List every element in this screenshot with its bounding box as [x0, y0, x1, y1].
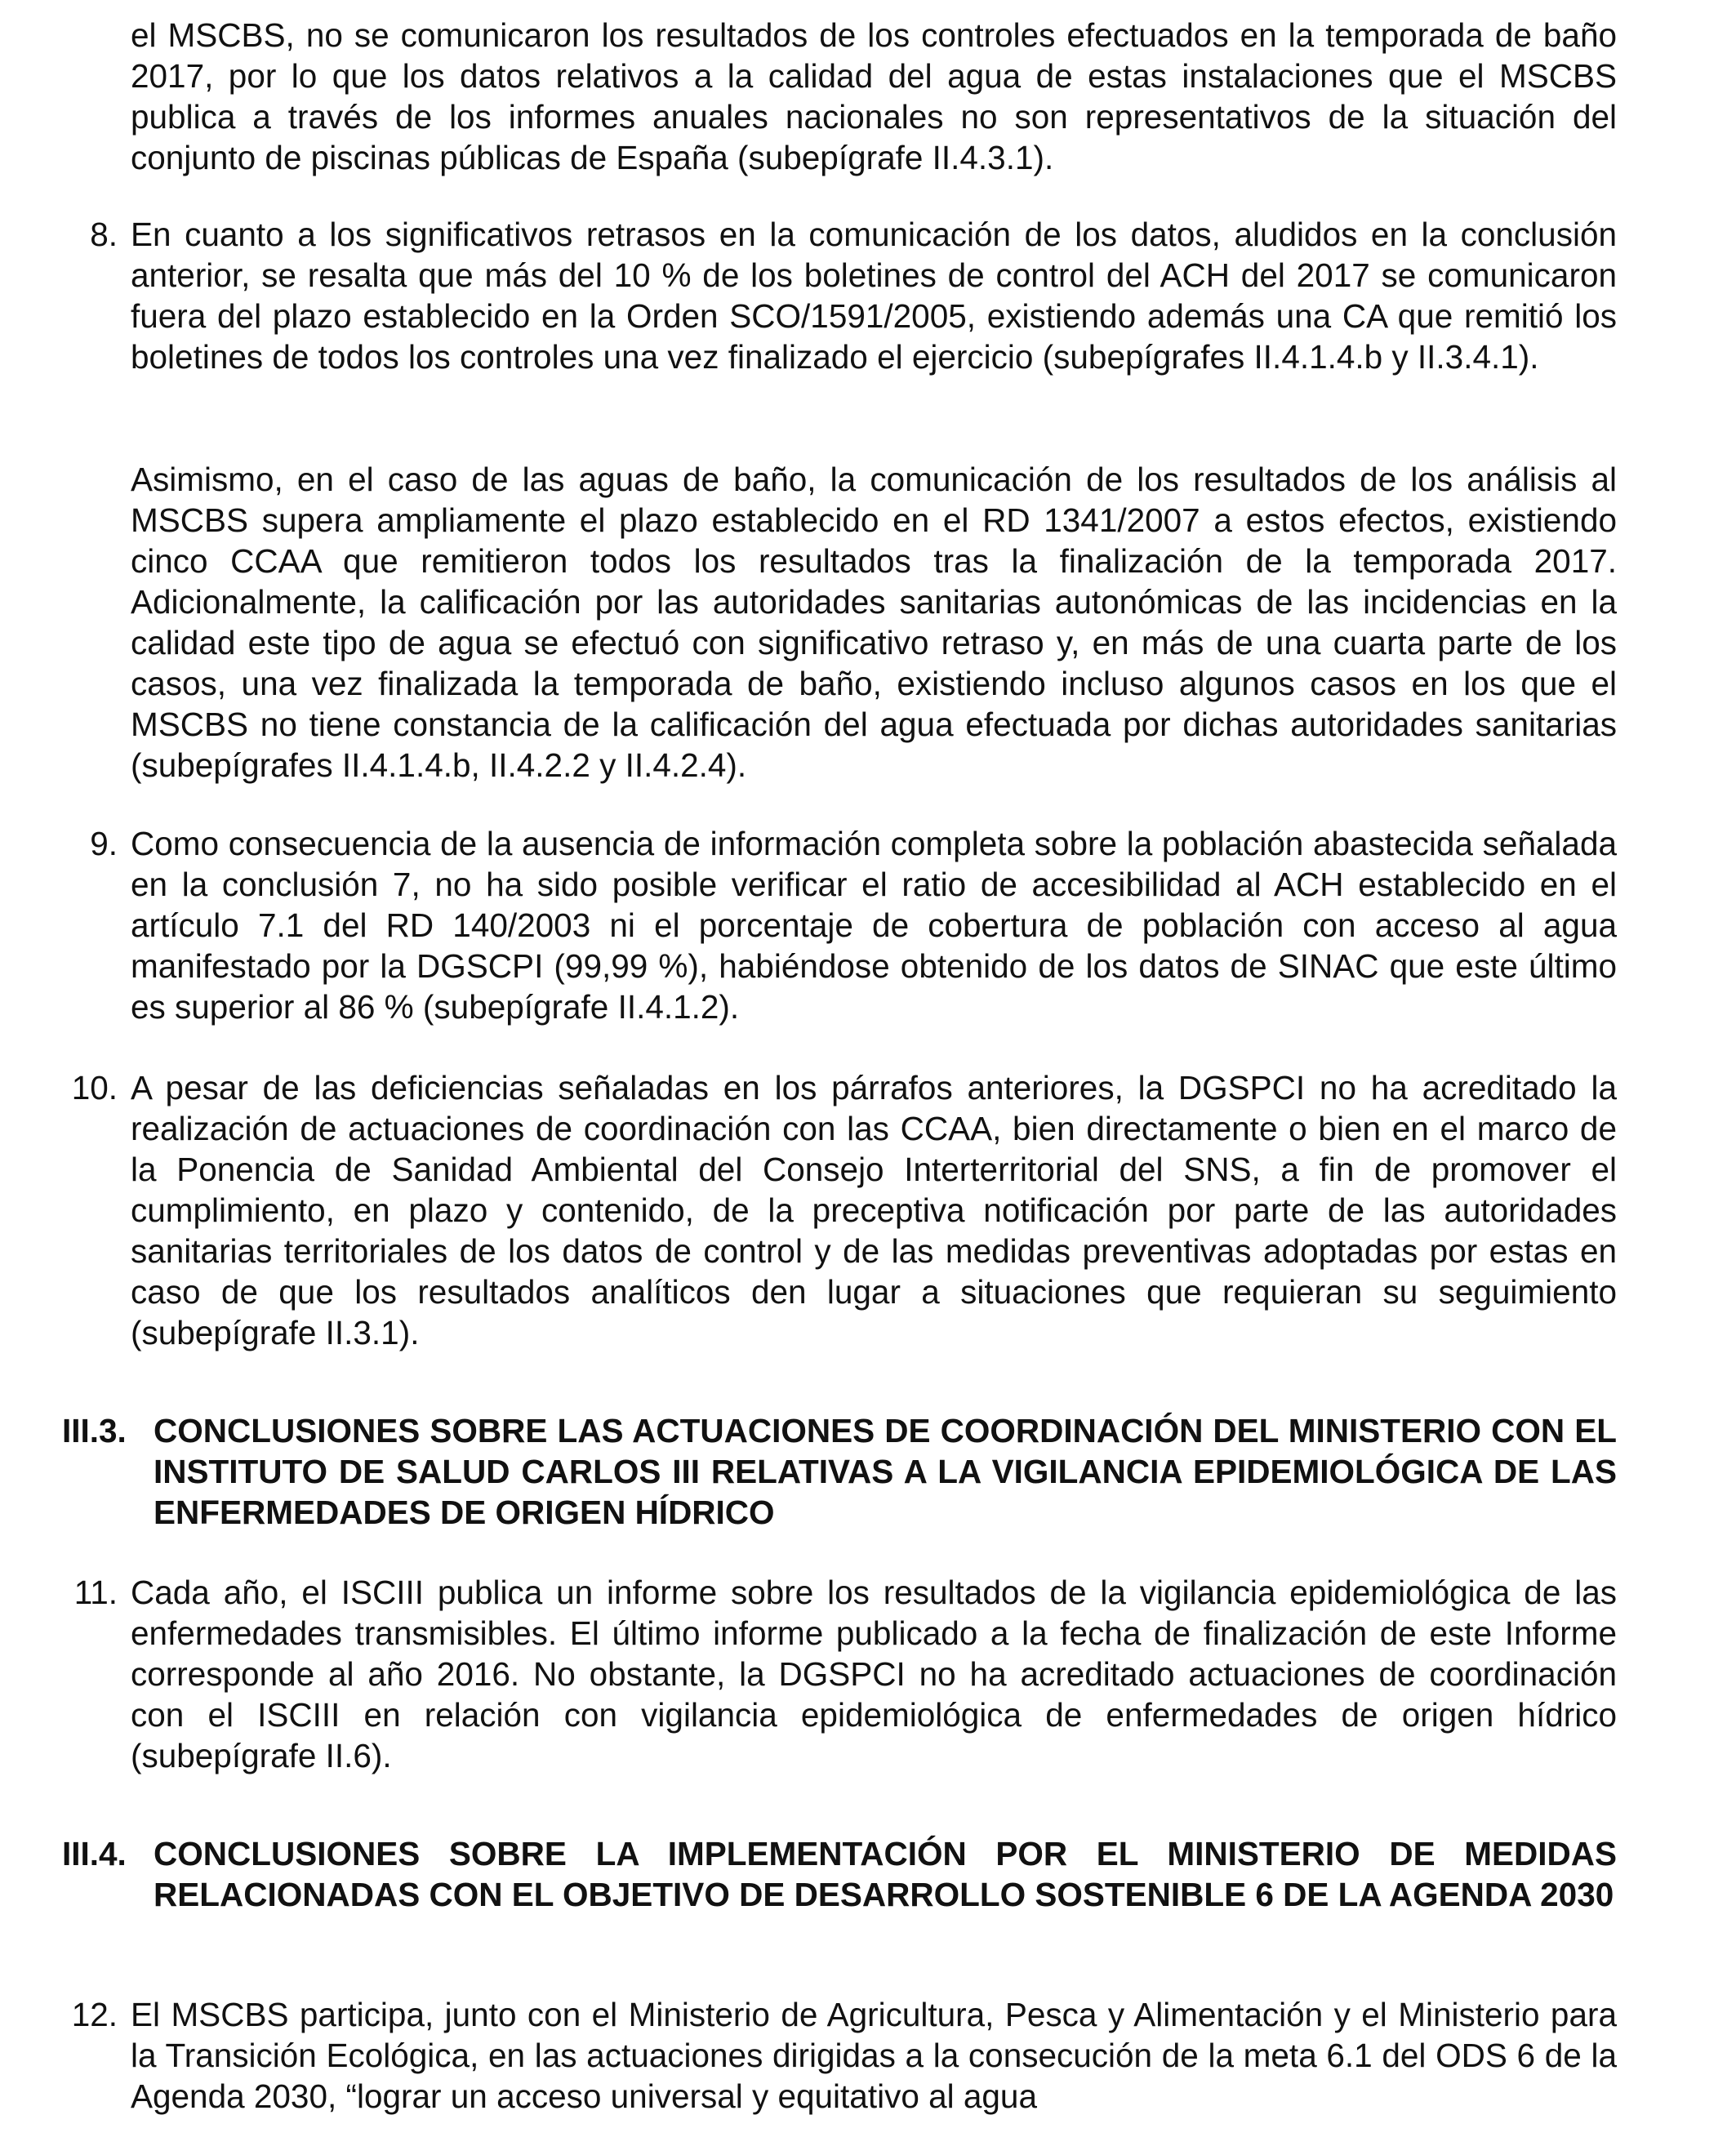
list-item-10: [71, 1067, 1617, 1353]
item-text: Como consecuencia de la ausencia de información completa sobre la población abastecida señalada en la conclusión 7, no ha sido posible verificar el ratio de accesibilidad al ACH establecido en el artículo 7.1 del RD 140/2003 ni el porcentaje de cobertura de población con acceso al agua manifestado por la DGSCPI (99,99 %), habiéndose obtenido de los datos de SINAC que este último es superior al 86 % (subepígrafe II.4.1.2).: [131, 825, 1617, 1026]
continuation-paragraph: el MSCBS, no se comunicaron los resultados de los controles efectuados en la temporada de baño 2017, por lo que los datos relativos a la calidad del agua de estas instalaciones que el MSCBS publica a través de los informes anuales nacionales no son representativos de la situación del conjunto de piscinas públicas de España (subepígrafe II.4.3.1).: [131, 16, 1617, 176]
list-item-9: [90, 823, 1617, 1027]
section-number: III.4.: [62, 1835, 127, 1872]
item-number: 8.: [90, 216, 118, 253]
item-number: 10.: [71, 1069, 118, 1106]
item-8-extra-paragraph: Asimismo, en el caso de las aguas de baño, la comunicación de los resultados de los análisis al MSCBS supera ampliamente el plazo establecido en el RD 1341/2007 a estos efectos, existiendo cinco CCAA que remitieron todos los resultados tras la finalización de la temporada 2017. Adicionalmente, la calificación por las autoridades sanitarias autonómicas de las incidencias en la calidad este tipo de agua se efectuó con significativo retraso y, en más de una cuarta parte de los casos, una vez finalizada la temporada de baño, existiendo incluso algunos casos en los que el MSCBS no tiene constancia de la calificación del agua efectuada por dichas autoridades sanitarias (subepígrafes II.4.1.4.b, II.4.2.2 y II.4.2.4).: [131, 461, 1617, 784]
list-item-12: [71, 1994, 1617, 2117]
section-title: CONCLUSIONES SOBRE LA IMPLEMENTACIÓN POR EL MINISTERIO DE MEDIDAS RELACIONADAS CON EL OBJETIVO DE DESARROLLO SOSTENIBLE 6 DE LA AGENDA 2030: [154, 1835, 1617, 1913]
item-text: En cuanto a los significativos retrasos en la comunicación de los datos, aludidos en la conclusión anterior, se resalta que más del 10 % de los boletines de control del ACH del 2017 se comunicaron fuera del plazo establecido en la Orden SCO/1591/2005, existiendo además una CA que remitió los boletines de todos los controles una vez finalizado el ejercicio (subepígrafes II.4.1.4.b y II.3.4.1).: [131, 216, 1617, 376]
section-title: CONCLUSIONES SOBRE LAS ACTUACIONES DE COORDINACIÓN DEL MINISTERIO CON EL INSTITUTO DE SALUD CARLOS III RELATIVAS A LA VIGILANCIA EPIDEMIOLÓGICA DE LAS ENFERMEDADES DE ORIGEN HÍDRICO: [154, 1412, 1617, 1531]
list-item-8: [90, 214, 1617, 377]
item-number: 11.: [73, 1574, 118, 1611]
list-item-11: [73, 1572, 1617, 1776]
section-heading-iii-4: [62, 1833, 1617, 1915]
item-number: 9.: [90, 825, 118, 862]
section-heading-iii-3: [62, 1410, 1617, 1533]
item-text: El MSCBS participa, junto con el Ministerio de Agricultura, Pesca y Alimentación y el Ministerio para la Transición Ecológica, en las actuaciones dirigidas a la consecución de la meta 6.1 del ODS 6 de la Agenda 2030, “lograr un acceso universal y equitativo al agua: [131, 1996, 1617, 2115]
item-text: Cada año, el ISCIII publica un informe sobre los resultados de la vigilancia epidemiológica de las enfermedades transmisibles. El último informe publicado a la fecha de finalización de este Informe corresponde al año 2016. No obstante, la DGSPCI no ha acreditado actuaciones de coordinación con el ISCIII en relación con vigilancia epidemiológica de enfermedades de origen hídrico (subepígrafe II.6).: [131, 1574, 1617, 1774]
section-number: III.3.: [62, 1412, 127, 1449]
item-text: A pesar de las deficiencias señaladas en los párrafos anteriores, la DGSPCI no ha acreditado la realización de actuaciones de coordinación con las CCAA, bien directamente o bien en el marco de la Ponencia de Sanidad Ambiental del Consejo Interterritorial del SNS, a fin de promover el cumplimiento, en plazo y contenido, de la preceptiva notificación por parte de las autoridades sanitarias territoriales de los datos de control y de las medidas preventivas adoptadas por estas en caso de que los resultados analíticos den lugar a situaciones que requieran su seguimiento (subepígrafe II.3.1).: [131, 1069, 1617, 1351]
item-number: 12.: [71, 1996, 118, 2033]
